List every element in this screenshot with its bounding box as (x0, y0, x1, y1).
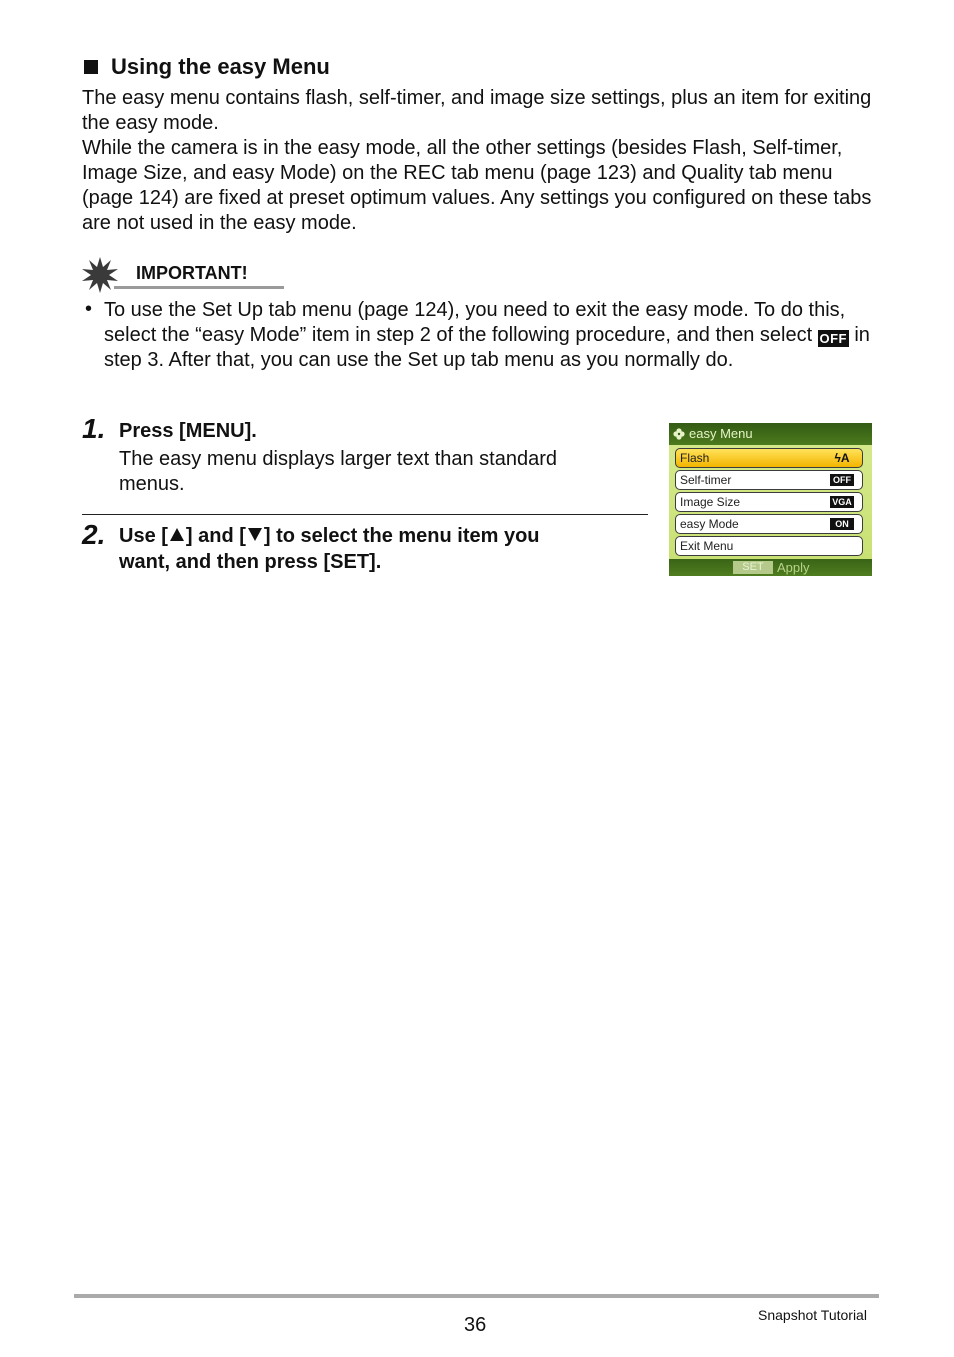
bullet-text-part1: To use the Set Up tab menu (page 124), you need to exit the easy mode. To do this, select the “easy Mode” item in step 2 of the following procedure, and then select (104, 299, 846, 346)
important-underline (114, 286, 284, 289)
intro-paragraph-2: While the camera is in the easy mode, all the other settings (besides Flash, Self-timer, Image Size, and easy Mode) on the REC tab menu (page 123) and Quality tab menu (page 124) are fixed at preset optimum values. Any settings you configured on these tabs are not used in the easy mode. (82, 137, 872, 234)
step-2-title-b: ] and [ (185, 525, 246, 547)
important-label: IMPORTANT! (136, 263, 248, 283)
bullet-text-part2: in step 3. After that, you can use the Set up tab menu as you normally do. (104, 324, 870, 371)
menu-item-label: Exit Menu (680, 539, 734, 553)
step-1-description: The easy menu displays larger text than standard menus. (119, 448, 558, 495)
menu-item-label: easy Mode (680, 517, 739, 531)
off-value-icon: OFF (830, 474, 854, 486)
step-1-title: Press [MENU]. (119, 420, 257, 442)
camera-screen (669, 423, 872, 576)
section-heading (84, 54, 330, 80)
off-icon: OFF (819, 331, 847, 346)
footer-rule (74, 1294, 879, 1298)
down-arrow-icon (248, 528, 262, 541)
menu-item-label: Flash (680, 451, 710, 465)
screen-footer (669, 559, 872, 576)
square-bullet-icon (84, 60, 98, 74)
flash-auto-icon: ϟA (834, 451, 850, 465)
clover-icon (673, 428, 685, 440)
apply-label: Apply (777, 560, 810, 575)
step-divider (82, 514, 648, 515)
screen-header (669, 423, 872, 445)
up-arrow-icon (170, 528, 184, 541)
menu-item-image-size[interactable] (675, 492, 863, 512)
footer-title: Snapshot Tutorial (758, 1307, 867, 1323)
important-bullet (104, 298, 874, 373)
vga-value-icon: VGA (830, 496, 854, 508)
step-2-title-c: ] to select the menu item you (263, 525, 540, 547)
step-1-number: 1. (82, 413, 106, 444)
screen-title: easy Menu (689, 426, 753, 441)
menu-item-easy-mode[interactable] (675, 514, 863, 534)
section-title: Using the easy Menu (111, 54, 330, 79)
menu-item-exit-menu[interactable] (675, 536, 863, 556)
menu-item-flash[interactable] (675, 448, 863, 468)
menu-item-self-timer[interactable] (675, 470, 863, 490)
step-2-title-a: Use [ (119, 525, 168, 547)
page-number: 36 (464, 1314, 487, 1336)
menu-item-label: Self-timer (680, 473, 732, 487)
burst-icon (82, 257, 118, 293)
intro-paragraph-1: The easy menu contains flash, self-timer, and image size settings, plus an item for exiting the easy mode. (82, 87, 872, 134)
step-2-title-line2: want, and then press [SET]. (119, 551, 382, 573)
on-value-icon: ON (830, 518, 854, 530)
set-button-icon: SET (733, 561, 773, 574)
menu-item-label: Image Size (680, 495, 741, 509)
step-2-title (119, 523, 639, 575)
step-2-number: 2. (82, 519, 106, 550)
bullet-dot: • (85, 298, 93, 320)
